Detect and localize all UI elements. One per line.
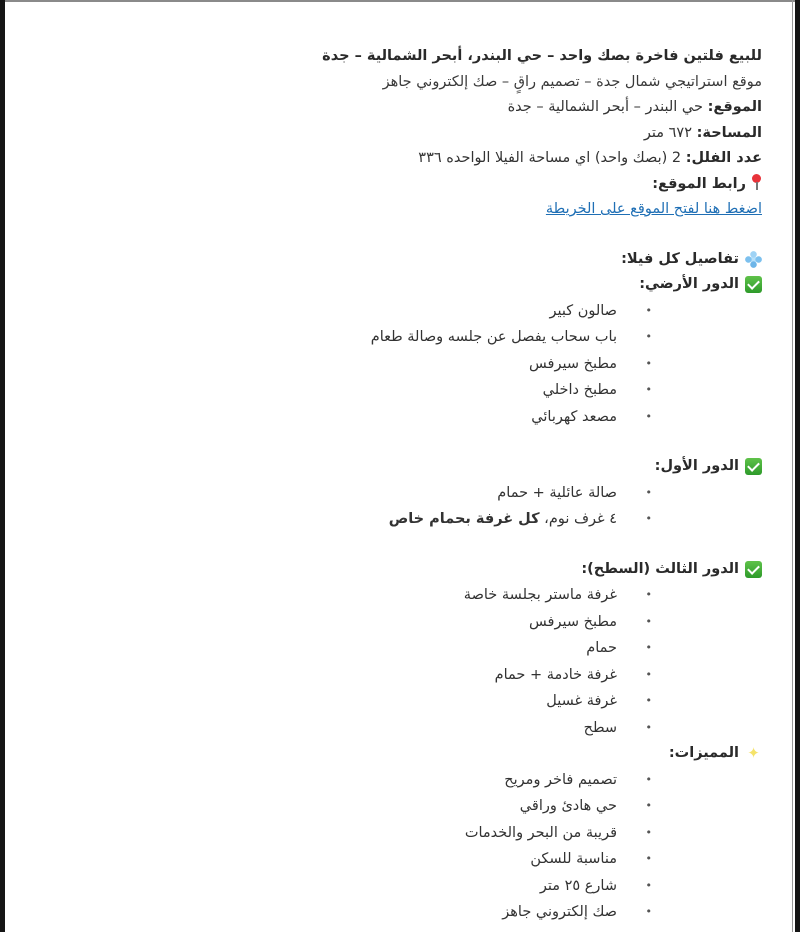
info-rows <box>202 95 762 223</box>
features-heading <box>202 741 762 767</box>
villas-row <box>202 146 762 172</box>
list-item: • تصميم فاخر ومريح <box>202 767 762 794</box>
third-floor-list <box>202 582 762 741</box>
window-right-divider <box>792 0 793 932</box>
villas-value: 2 (بصك واحد) اي مساحة الفيلا الواحده ٣٣٦ <box>418 150 686 166</box>
window-right-border <box>795 0 800 932</box>
pin-icon <box>750 174 762 190</box>
area-value: ٦٧٢ متر <box>643 124 697 141</box>
ground-floor-label: الدور الأرضي: <box>639 276 739 292</box>
window-left-border <box>0 0 5 932</box>
villas-label: عدد الفلل: <box>685 150 762 166</box>
bedrooms-detail: كل غرفة بحمام خاص <box>388 511 540 527</box>
third-floor-heading <box>202 557 762 583</box>
area-row <box>202 121 762 147</box>
villa-details-heading <box>202 247 762 273</box>
first-floor-list <box>202 480 762 533</box>
spacer <box>202 430 762 454</box>
spacer <box>202 533 762 557</box>
villa-details-heading-text: تفاصيل كل فيلا: <box>621 250 739 267</box>
list-item: • مطبخ سيرفس <box>202 351 762 378</box>
listing-info <box>202 95 762 223</box>
ground-floor-heading <box>202 272 762 298</box>
first-floor-heading <box>202 454 762 480</box>
location-label: الموقع: <box>707 99 762 115</box>
features-list <box>202 767 762 926</box>
spacer <box>202 223 762 247</box>
bedrooms-count: ٤ غرف نوم، <box>539 511 617 527</box>
list-item: • مطبخ سيرفس <box>202 609 762 636</box>
listing-title: للبيع فلتين فاخرة بصك واحد – حي البندر، أبحر الشمالية – جدة <box>322 48 762 64</box>
list-item-bedrooms <box>202 506 762 533</box>
list-item: • شارع ٢٥ متر <box>202 873 762 900</box>
map-link-container <box>202 197 762 223</box>
list-item: • سطح <box>202 715 762 742</box>
ground-floor-list <box>202 298 762 431</box>
list-item: • صك إلكتروني جاهز <box>202 899 762 926</box>
listing-subtitle: موقع استراتيجي شمال جدة – تصميم راقٍ – صك إلكتروني جاهز <box>382 73 762 90</box>
list-item: • حي هادئ وراقي <box>202 793 762 820</box>
list-item: • مصعد كهربائي <box>202 404 762 431</box>
list-item: • غرفة ماستر بجلسة خاصة <box>202 582 762 609</box>
location-row <box>202 95 762 121</box>
list-item: • قريبة من البحر والخدمات <box>202 820 762 847</box>
window-top-border <box>0 0 800 2</box>
map-link-label: رابط الموقع: <box>652 175 746 192</box>
open-map-link[interactable]: اضغط هنا لفتح الموقع على الخريطة <box>545 201 762 217</box>
third-floor-label: الدور الثالث (السطح): <box>581 560 739 577</box>
area-label: المساحة: <box>696 124 762 141</box>
list-item: • غرفة غسيل <box>202 688 762 715</box>
map-link-row <box>202 172 762 198</box>
listing-document <box>202 44 762 926</box>
first-floor-label: الدور الأول: <box>654 458 739 474</box>
check-icon <box>745 458 762 475</box>
list-item: • مطبخ داخلي <box>202 377 762 404</box>
check-icon <box>745 276 762 293</box>
list-item: • باب سحاب يفصل عن جلسه وصالة طعام <box>202 324 762 351</box>
check-icon <box>745 561 762 578</box>
list-item: • غرفة خادمة + حمام <box>202 662 762 689</box>
features-label: المميزات: <box>668 745 739 761</box>
list-item: • حمام <box>202 635 762 662</box>
location-value: حي البندر – أبحر الشمالية – جدة <box>507 99 708 115</box>
list-item: • صالون كبير <box>202 298 762 325</box>
diamond-icon <box>745 251 762 268</box>
list-item: • صالة عائلية + حمام <box>202 480 762 507</box>
list-item: • مناسبة للسكن <box>202 846 762 873</box>
sparkle-icon: ✦ <box>747 744 760 763</box>
